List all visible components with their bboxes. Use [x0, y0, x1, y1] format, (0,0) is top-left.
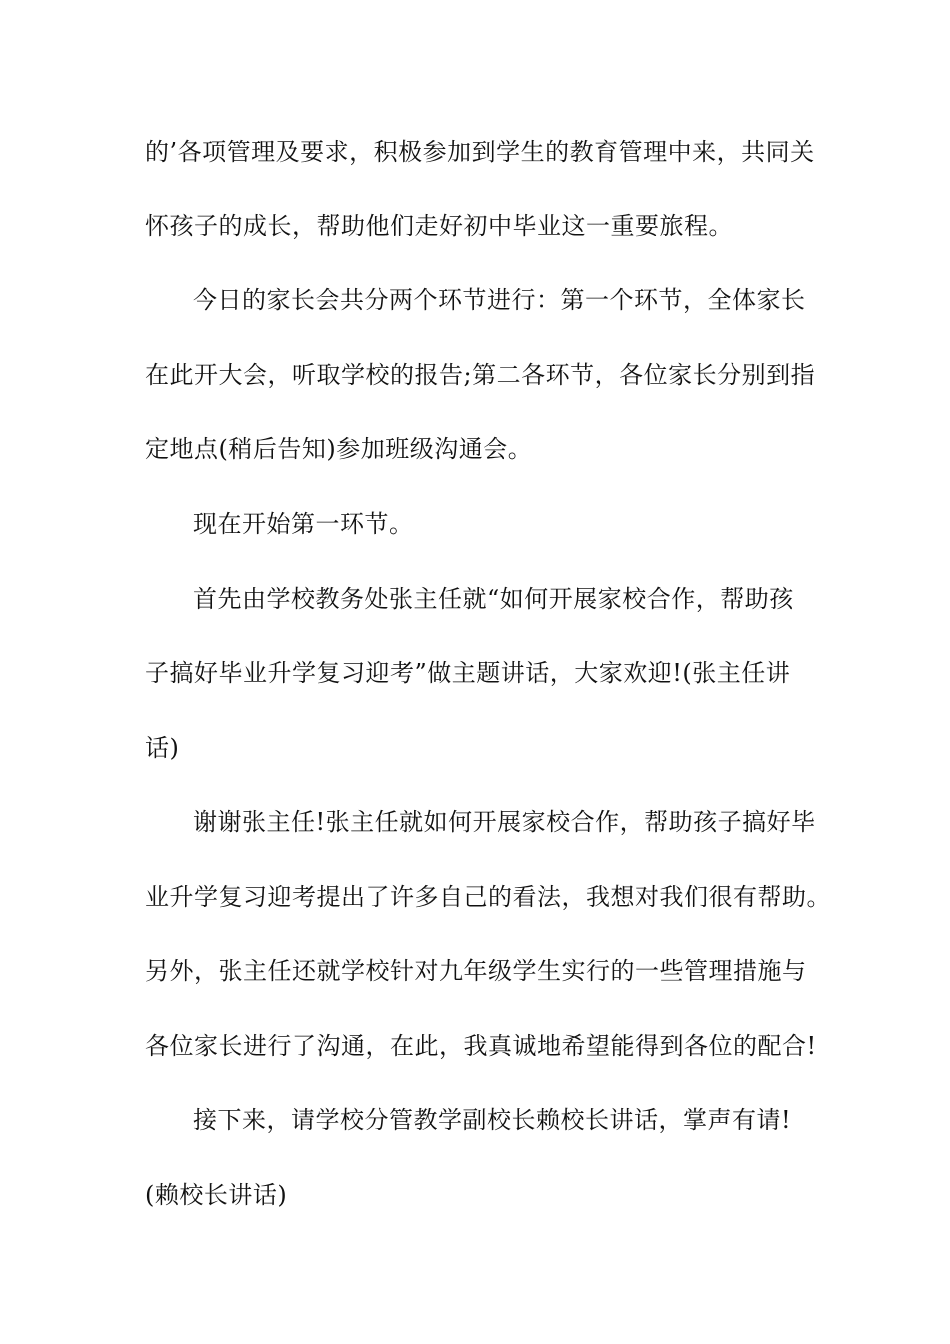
paragraph-start-line: 接下来，请学校分管教学副校长赖校长讲话，掌声有请! — [193, 1106, 792, 1134]
text-line: 子搞好毕业升学复习迎考”做主题讲话，大家欢迎!(张主任讲 — [145, 659, 791, 687]
text-line: 定地点(稍后告知)参加班级沟通会。 — [145, 435, 533, 463]
paragraph-start-line: 现在开始第一环节。 — [193, 510, 414, 538]
text-line: 怀孩子的成长，帮助他们走好初中毕业这一重要旅程。 — [145, 212, 733, 240]
text-line: 话) — [145, 734, 180, 762]
text-line: 另外，张主任还就学校针对九年级学生实行的一些管理措施与 — [145, 957, 807, 985]
text-line: 在此开大会，听取学校的报告;第二各环节，各位家长分别到指 — [145, 361, 816, 389]
text-line: 业升学复习迎考提出了许多自己的看法，我想对我们很有帮助。 — [145, 883, 831, 911]
paragraph-start-line: 首先由学校教务处张主任就“如何开展家校合作，帮助孩 — [193, 585, 794, 613]
text-line: 各位家长进行了沟通，在此，我真诚地希望能得到各位的配合! — [145, 1032, 817, 1060]
text-line: 的’各项管理及要求，积极参加到学生的教育管理中来，共同关 — [145, 138, 815, 166]
text-line: (赖校长讲话) — [145, 1181, 288, 1209]
paragraph-start-line: 今日的家长会共分两个环节进行：第一个环节，全体家长 — [193, 286, 806, 314]
paragraph-start-line: 谢谢张主任!张主任就如何开展家校合作，帮助孩子搞好毕 — [193, 808, 816, 836]
